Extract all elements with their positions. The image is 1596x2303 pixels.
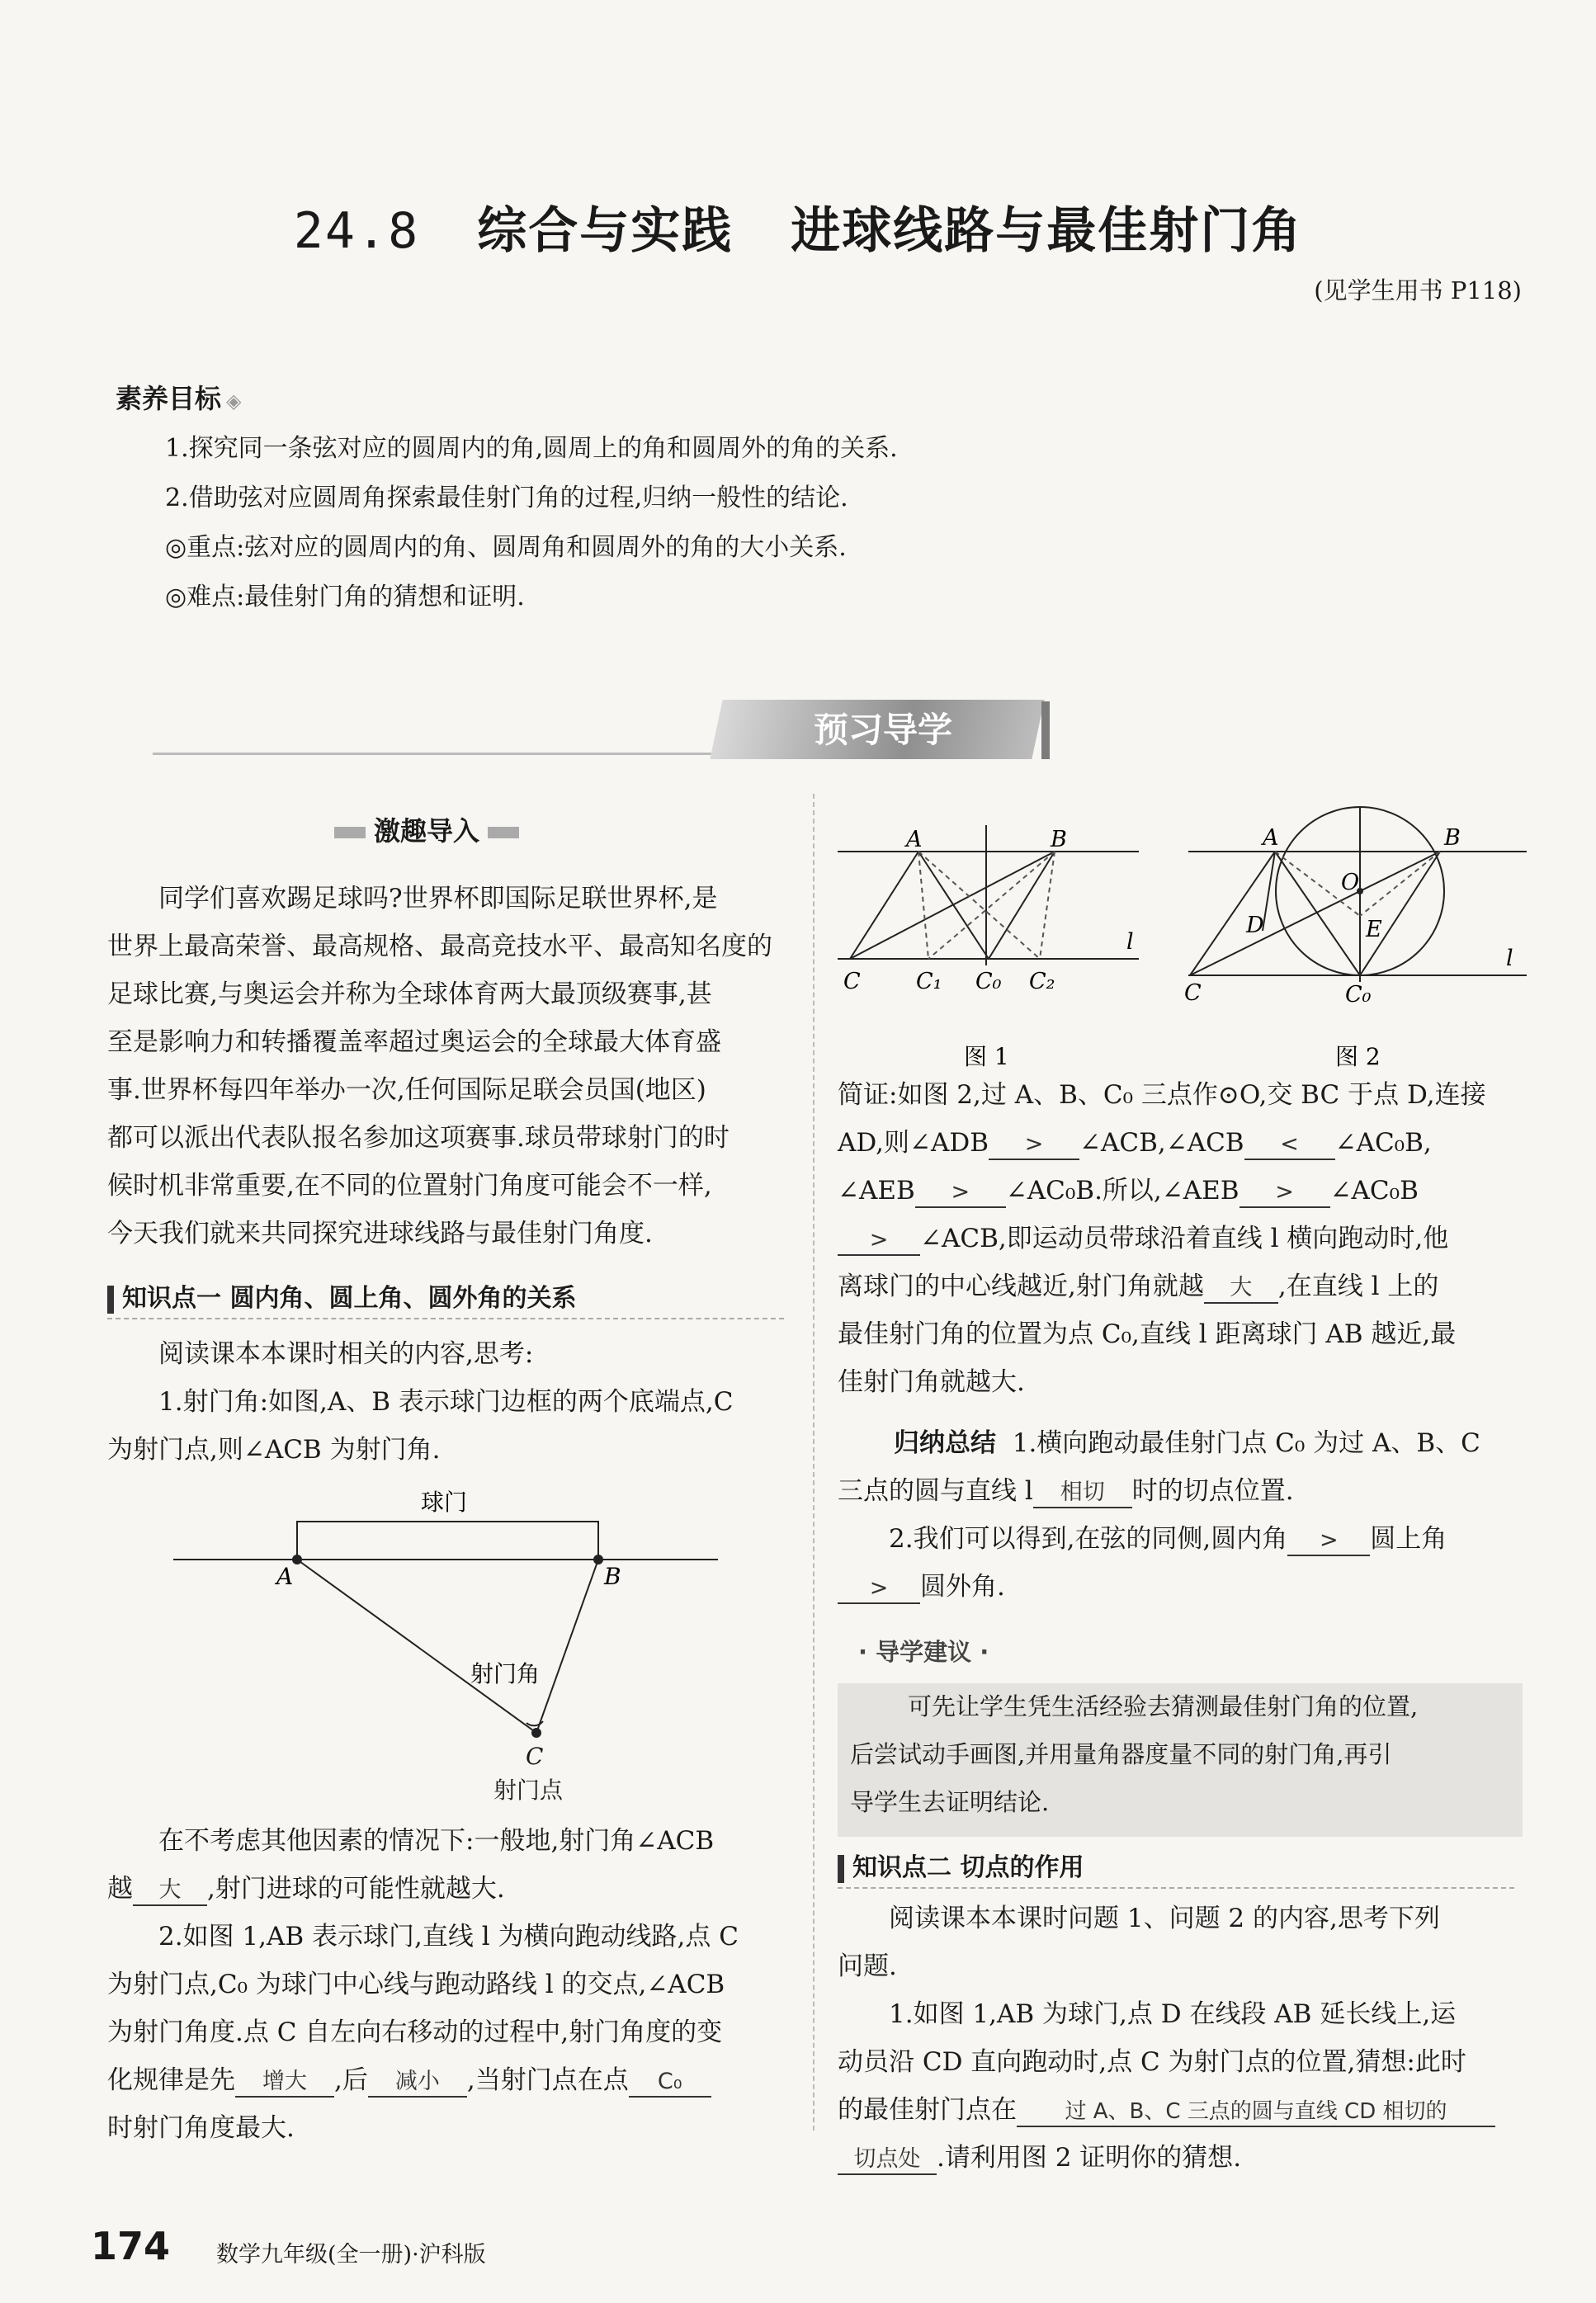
- fig1-c: C: [843, 969, 861, 994]
- fig1-a: A: [906, 827, 923, 852]
- fig2-c0: C₀: [1345, 982, 1372, 1008]
- section-banner: 预习导学: [813, 710, 952, 750]
- title-part-a: 综合与实践: [477, 202, 734, 260]
- answer-blank: >: [1239, 1178, 1330, 1208]
- answer-blank: >: [838, 1574, 920, 1604]
- fig2-b: B: [1444, 825, 1461, 851]
- fig2-a: A: [1263, 825, 1279, 851]
- shooting-point-label: 射门点: [493, 1777, 564, 1804]
- difficult-point: ◎难点:最佳射门角的猜想和证明.: [165, 583, 525, 611]
- divider: [107, 1318, 784, 1319]
- goal-item: 1.探究同一条弦对应的圆周内的角,圆周上的角和圆周外的角的关系.: [165, 434, 898, 463]
- advice-line: 后尝试动手画图,并用量角器度量不同的射门角,再引: [850, 1740, 1392, 1768]
- answer-blank: 相切: [1033, 1479, 1132, 1508]
- kp1-text: 阅读课本本课时相关的内容,思考: 1.射门角:如图,A、B 表示球门边框的两个底端点,C 为射门点,则∠ACB 为射门角.: [107, 1339, 734, 1465]
- goal-item: 2.借助弦对应圆周角探索最佳射门角的过程,归纳一般性的结论.: [165, 484, 848, 512]
- goal-diagram: [173, 1477, 734, 1749]
- summary-text: 归纳总结 1.横向跑动最佳射门点 C₀ 为过 A、B、C 三点的圆与直线 l 相切 时的切点位置. 2.我们可以得到,在弦的同侧,圆内角 > 圆上角 > 圆外角.: [838, 1419, 1531, 1611]
- fig2-l: l: [1506, 946, 1513, 971]
- fig2-o: O: [1341, 870, 1360, 895]
- divider: [838, 1887, 1514, 1889]
- figure-1-caption: 图 1: [964, 1043, 1009, 1070]
- figure-2: [1180, 792, 1543, 1081]
- goals-heading: 素养目标 ◈: [116, 383, 242, 414]
- knowledge-point-1-heading: 知识点一 圆内角、圆上角、圆外角的关系: [107, 1277, 576, 1314]
- answer-blank: >: [915, 1178, 1006, 1208]
- fig2-e: E: [1366, 917, 1382, 942]
- section-number: 24.8: [293, 202, 420, 260]
- summary-heading: 归纳总结: [894, 1428, 996, 1458]
- figure-1: [833, 817, 1155, 1081]
- answer-blank: >: [1287, 1527, 1370, 1556]
- fig1-b: B: [1051, 827, 1067, 852]
- kp1-questions: 在不考虑其他因素的情况下:一般地,射门角∠ACB 越 大 ,射门进球的可能性就越大. 2.如图 1,AB 表示球门,直线 l 为横向跑动线路,点 C 为射门点,C₀ 为球门中心线与跑动路线 l 的交点,∠ACB 为射门角度.点 C 自左向右移动的过程中,射门角度的变 化规律是先 增大 ,后 减小 ,当射门点在点 C₀ 时射门角度最大.: [107, 1826, 739, 2143]
- answer-blank: <: [1244, 1130, 1335, 1160]
- answer-blank: 过 A、B、C 三点的圆与直线 CD 相切的: [1017, 2098, 1495, 2127]
- student-book-ref: (见学生用书 P118): [1314, 276, 1522, 304]
- knowledge-point-2-heading: 知识点二 切点的作用: [838, 1847, 1084, 1883]
- answer-blank: 切点处: [838, 2145, 937, 2175]
- answer-blank: >: [989, 1130, 1079, 1160]
- key-point: ◎重点:弦对应的圆周内的角、圆周角和圆周外的角的大小关系.: [165, 533, 847, 562]
- answer-blank: 大: [133, 1876, 207, 1906]
- proof-text: 简证:如图 2,过 A、B、C₀ 三点作⊙O,交 BC 于点 D,连接 AD,则∠ADB > ∠ACB,∠ACB < ∠AC₀B, ∠AEB > ∠AC₀B.所以,∠AEB > ∠AC₀B > ∠ACB,即运动员带球沿着直线 l 横向跑动时,他 离球门的中心线越近,射门角就越 大 ,在直线 l 上的 最佳射门角的位置为点 C₀,直线 l 距离球门 AB 越近,最 佳射门角就越大.: [838, 1080, 1486, 1397]
- page-title: [0, 191, 1596, 262]
- banner-bar: [1041, 701, 1050, 759]
- goal-label: 球门: [421, 1489, 468, 1516]
- fig1-c0: C₀: [975, 969, 1002, 994]
- page-number: 174: [91, 2224, 171, 2268]
- title-part-b: 进球线路与最佳射门角: [791, 202, 1303, 260]
- fig1-l: l: [1126, 929, 1134, 955]
- answer-blank: C₀: [629, 2068, 711, 2098]
- intro-heading: 激趣导入: [326, 810, 527, 848]
- figure-2-caption: 图 2: [1335, 1043, 1381, 1070]
- book-title: 数学九年级(全一册)·沪科版: [216, 2242, 486, 2268]
- answer-blank: 大: [1204, 1274, 1278, 1304]
- answer-blank: >: [838, 1226, 920, 1256]
- fig1-c2: C₂: [1029, 969, 1055, 994]
- answer-blank: 减小: [368, 2068, 467, 2098]
- fig1-c1: C₁: [916, 969, 942, 994]
- kp2-text: 阅读课本本课时问题 1、问题 2 的内容,思考下列 问题. 1.如图 1,AB 为球门,点 D 在线段 AB 延长线上,运 动员沿 CD 直向跑动时,点 C 为射门点的位置,猜想:此时 的最佳射门点在 过 A、B、C 三点的圆与直线 CD 相切的 切点处 .请利用图 2 证明你的猜想.: [838, 1895, 1539, 2182]
- intro-paragraph: 同学们喜欢踢足球吗?世界杯即国际足联世界杯,是 世界上最高荣誉、最高规格、最高竞技水平、最高知名度的 足球比赛,与奥运会并称为全球体育两大最顶级赛事,甚 至是影响力和转播覆盖率超过奥运会的全球最大体育盛 事.世界杯每四年举办一次,任何国际足联会员国(地区) 都可以派出代表队报名参加这项赛事.球员带球射门的时 候时机非常重要,在不同的位置射门角度可能会不一样, 今天我们就来共同探究进球线路与最佳射门角度.: [107, 884, 772, 1248]
- point-c-label: C: [526, 1743, 544, 1770]
- advice-line: 可先让学生凭生活经验去猜测最佳射门角的位置,: [908, 1692, 1419, 1720]
- point-b-label: B: [604, 1563, 621, 1590]
- column-divider: [813, 794, 815, 2131]
- angle-label: 射门角: [470, 1660, 541, 1687]
- fig2-c: C: [1184, 980, 1202, 1006]
- fig2-d: D: [1246, 913, 1264, 938]
- diamond-icon: ◈: [226, 389, 242, 413]
- advice-line: 导学生去证明结论.: [850, 1788, 1050, 1816]
- answer-blank: 增大: [235, 2068, 334, 2098]
- guide-advice-heading: · 导学建议 ·: [858, 1638, 989, 1666]
- point-a-label: A: [276, 1563, 294, 1590]
